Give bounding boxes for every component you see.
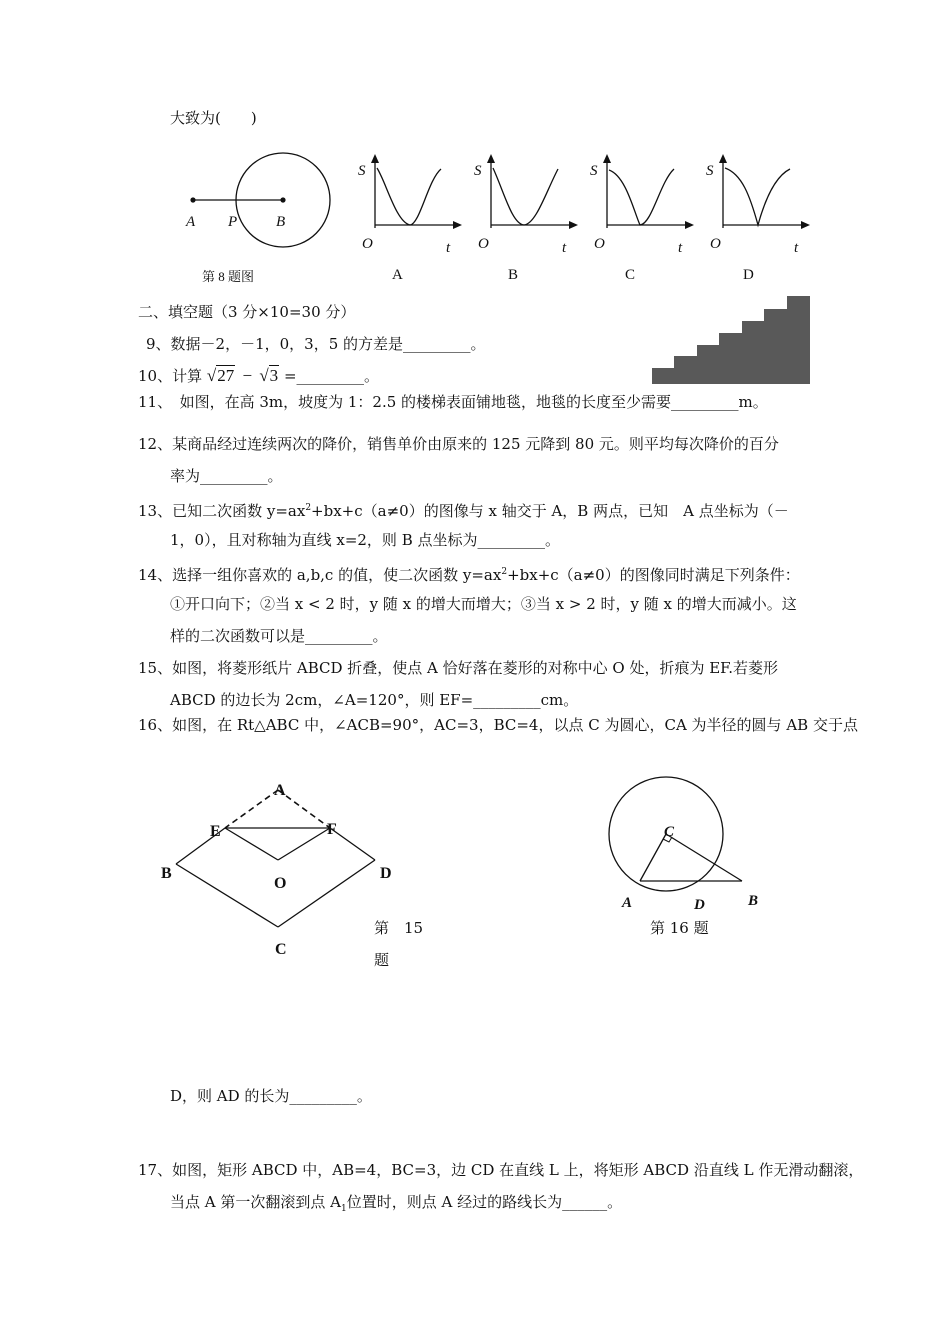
q17-text-b: 位置时，则点 A 经过的路线长为______。: [346, 1193, 623, 1211]
graph-d-axis-t: t: [794, 240, 799, 256]
question-14-line-3: 样的二次函数可以是_________。: [170, 627, 388, 645]
question-16-line-1: 16、如图，在 Rt△ABC 中，∠ACB=90°，AC=3，BC=4，以点 C 为圆心，CA 为半径的圆与 AB 交于点: [138, 716, 858, 734]
graph-d-axis-s: S: [706, 163, 714, 179]
fig16-side-ca: [640, 834, 666, 881]
fig16-label-b: B: [748, 893, 759, 909]
graph-c-axis-o: O: [594, 236, 605, 252]
fig8-label-a: A: [186, 214, 196, 230]
graph-b-option-label: B: [508, 267, 519, 283]
q10-minus: −: [242, 366, 253, 385]
fig15-label-e: E: [210, 823, 221, 840]
graph-d-axis-o: O: [710, 236, 721, 252]
fig15-fold-eo: [225, 828, 278, 860]
question-10: [138, 366, 379, 386]
fig8-label-p: P: [228, 214, 238, 230]
section-title: 二、填空题（3 分×10=30 分）: [138, 303, 356, 321]
question-14-line-2: ①开口向下；②当 x < 2 时，y 随 x 的增大而增大；③当 x > 2 时，y 随 x 的增大而减小。这: [170, 595, 797, 613]
question-9: 9、数据－2，－1，0，3，5 的方差是_________。: [146, 335, 486, 353]
question-16-line-2: D，则 AD 的长为_________。: [170, 1087, 372, 1105]
question-14-line-1: [138, 562, 800, 585]
fig15-label-a: A: [274, 782, 286, 799]
question-17-line-1: 17、如图，矩形 ABCD 中，AB=4，BC=3，边 CD 在直线 L 上，将矩形 ABCD 沿直线 L 作无滑动翻滚，: [138, 1161, 864, 1179]
fig15-label-o: O: [274, 875, 287, 892]
q17-text-a: 当点 A 第一次翻滚到点 A: [170, 1193, 341, 1211]
fig15-edge-dc: [278, 860, 375, 927]
graph-a-axis-s: S: [358, 163, 366, 179]
q13-exponent: 2: [305, 503, 312, 513]
fig16-caption: 第 16 题: [650, 919, 709, 937]
graph-option-a: [358, 152, 463, 242]
graph-a-axis-o: O: [362, 236, 373, 252]
fig15-label-f: F: [327, 821, 337, 838]
fig15-rhombus-diagram: [170, 780, 390, 940]
graph-a-option-label: A: [392, 267, 403, 283]
q14-exponent: 2: [501, 567, 508, 577]
q10-math: [207, 366, 279, 386]
question-13-line-1: [138, 498, 789, 521]
fig15-label-b: B: [161, 865, 172, 882]
graph-b-axis-t: t: [562, 240, 567, 256]
graph-c-axis-s: S: [590, 163, 598, 179]
question-11: 11、 如图，在高 3m，坡度为 1：2.5 的楼梯表面铺地毯，地毯的长度至少需要_________m。: [138, 393, 768, 411]
graph-c-option-label: C: [625, 267, 636, 283]
sqrt-sign-icon: √: [259, 366, 269, 385]
staircase-figure: [652, 296, 812, 386]
fig8-label-b: B: [276, 214, 286, 230]
question-15-line-1: 15、如图，将菱形纸片 ABCD 折叠，使点 A 恰好落在菱形的对称中心 O 处，折痕为 EF.若菱形: [138, 659, 779, 677]
graph-d-option-label: D: [743, 267, 754, 283]
fig15-label-c: C: [275, 941, 287, 958]
fig8-caption: 第 8 题图: [202, 269, 255, 284]
graph-b-axis-o: O: [478, 236, 489, 252]
graph-c-axis-t: t: [678, 240, 683, 256]
graph-option-b: [474, 152, 579, 242]
fig15-caption-line-1: 第 15: [374, 919, 424, 937]
fig15-label-d: D: [380, 865, 392, 882]
question-12-line-1: 12、某商品经过连续两次的降价，销售单价由原来的 125 元降到 80 元。则平均每次降价的百分: [138, 435, 779, 453]
fig16-circle-triangle-diagram: [600, 768, 760, 898]
fig16-label-a: A: [622, 895, 633, 911]
q14-text-b: +bx+c（a≠0）的图像同时满足下列条件：: [507, 566, 800, 584]
graph-a-axis-t: t: [446, 240, 451, 256]
graph-option-d: [706, 152, 811, 242]
q13-text-a: 13、已知二次函数 y=ax: [138, 502, 306, 520]
fig15-caption-line-2: 题: [374, 951, 390, 969]
graph-b-axis-s: S: [474, 163, 482, 179]
intro-line: 大致为( ): [170, 109, 257, 127]
fig16-label-d: D: [694, 897, 705, 913]
q10-radicand-27: 27: [217, 366, 235, 385]
graph-option-c: [590, 152, 695, 242]
q17-subscript: 1: [340, 1204, 347, 1214]
q10-radicand-3: 3: [269, 366, 279, 385]
fig15-edge-bc: [176, 864, 278, 927]
q10-prefix: 10、计算: [138, 367, 203, 385]
fig8-point-b: [280, 197, 285, 202]
question-13-line-2: 1，0），且对称轴为直线 x=2，则 B 点坐标为_________。: [170, 531, 560, 549]
fig8-diagram: [180, 150, 340, 250]
fig16-label-c: C: [664, 824, 675, 840]
fig8-point-a: [190, 197, 195, 202]
q13-text-b: +bx+c（a≠0）的图像与 x 轴交于 A，B 两点，已知 A 点坐标为（－: [311, 502, 789, 520]
fig15-fold-fo: [278, 828, 330, 860]
fig15-edge-ae: [225, 790, 278, 828]
q10-suffix: =_________。: [283, 367, 380, 385]
question-17-line-2: [170, 1192, 622, 1219]
fig16-side-cb: [666, 834, 742, 881]
q14-text-a: 14、选择一组你喜欢的 a,b,c 的值，使二次函数 y=ax: [138, 566, 502, 584]
sqrt-sign-icon: √: [206, 366, 217, 385]
question-12-line-2: 率为_________。: [170, 467, 283, 485]
question-15-line-2: ABCD 的边长为 2cm，∠A=120°，则 EF=_________cm。: [170, 691, 579, 709]
